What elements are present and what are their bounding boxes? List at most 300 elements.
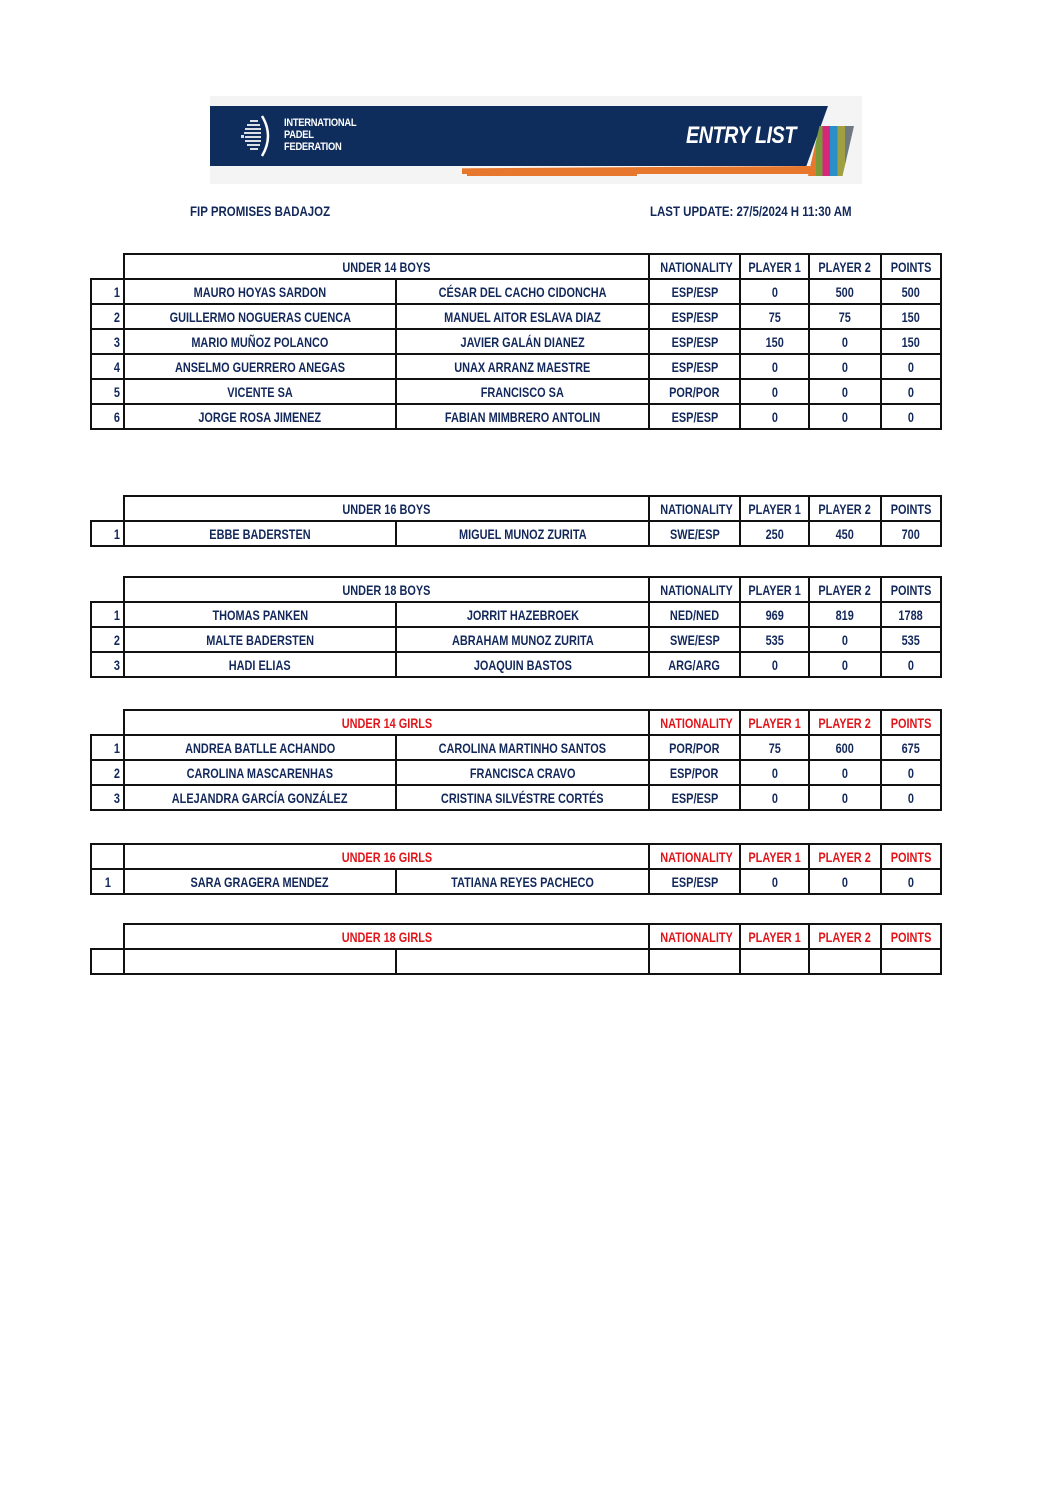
nationality-cell-text: ESP/ESP [671, 408, 718, 425]
column-header-player2-text: PLAYER 2 [818, 258, 872, 275]
column-header-player1-text: PLAYER 1 [748, 258, 801, 275]
total-points-cell [881, 404, 941, 429]
player2-points-cell-text: 600 [835, 739, 855, 756]
player2-name-cell [396, 404, 649, 429]
column-header-nationality-text: NATIONALITY [660, 714, 733, 731]
nationality-cell [649, 404, 740, 429]
nationality-cell [649, 379, 740, 404]
column-header-nationality-text: NATIONALITY [660, 581, 733, 598]
player1-name-cell [124, 521, 396, 546]
table-header-row [91, 496, 941, 521]
column-header-player2-text: PLAYER 2 [818, 581, 872, 598]
table-under-18-boys [90, 576, 942, 678]
total-points-cell-text: 500 [901, 283, 921, 300]
player1-name-cell [124, 869, 396, 894]
player2-points-cell [809, 279, 881, 304]
rank-cell [91, 304, 124, 329]
nationality-cell [649, 521, 740, 546]
column-header-player2 [809, 254, 881, 279]
rank-cell [91, 354, 124, 379]
rank-cell-text: 1 [104, 873, 111, 890]
player2-name-cell [396, 304, 649, 329]
tournament-name: FIP PROMISES BADAJOZ [190, 203, 331, 219]
table-row [91, 279, 941, 304]
player1-name-cell-text: VICENTE SA [227, 383, 293, 400]
rank-cell-text: 1 [114, 283, 121, 300]
player2-points-cell-text: 0 [841, 631, 849, 648]
nationality-cell [649, 869, 740, 894]
player2-name-cell [396, 785, 649, 810]
nationality-cell [649, 627, 740, 652]
section-title [124, 924, 649, 949]
player1-points-cell-text: 535 [765, 631, 784, 648]
section-title [124, 577, 649, 602]
rank-cell [91, 521, 124, 546]
column-header-points-text: POINTS [890, 848, 932, 865]
total-points-cell-text: 0 [907, 656, 915, 673]
table-row [91, 652, 941, 677]
player1-name-cell-text: CAROLINA MASCARENHAS [186, 764, 334, 781]
player2-name-cell-text: CRISTINA SILVÉSTRE CORTÉS [441, 789, 604, 806]
section-title-text: UNDER 18 BOYS [342, 581, 431, 598]
player2-points-cell [809, 521, 881, 546]
player2-points-cell-text: 0 [841, 358, 849, 375]
total-points-cell [881, 627, 941, 652]
player1-points-cell-text: 75 [768, 739, 781, 756]
player1-name-cell-text: ALEJANDRA GARCÍA GONZÁLEZ [172, 789, 348, 806]
section-title-text: UNDER 14 BOYS [342, 258, 431, 275]
player2-name-cell-text: FRANCISCA CRAVO [469, 764, 576, 781]
player1-points-cell-text: 969 [765, 606, 784, 623]
player1-points-cell [740, 735, 809, 760]
total-points-cell-text: 0 [907, 358, 915, 375]
column-header-nationality-text: NATIONALITY [660, 500, 733, 517]
player2-points-cell-text: 450 [835, 525, 855, 542]
column-header-points-text: POINTS [890, 928, 932, 945]
player2-name-cell-text: JAVIER GALÁN DIANEZ [460, 333, 585, 350]
player1-points-cell [740, 869, 809, 894]
column-header-points [881, 254, 941, 279]
player2-name-cell [396, 869, 649, 894]
column-header-player2 [809, 496, 881, 521]
column-header-points-text: POINTS [890, 258, 932, 275]
player1-points-cell [740, 404, 809, 429]
nationality-cell-text: SWE/ESP [669, 525, 720, 542]
player1-points-cell-text: 75 [768, 308, 781, 325]
player1-name-cell [124, 379, 396, 404]
player1-name-cell [124, 329, 396, 354]
total-points-cell-text: 700 [901, 525, 921, 542]
player2-points-cell [809, 602, 881, 627]
column-header-player1 [740, 254, 809, 279]
header-corner-cell [91, 844, 124, 869]
rank-cell-text: 5 [114, 383, 121, 400]
section-title-text: UNDER 16 BOYS [342, 500, 431, 517]
fip-ball-logo-icon [240, 114, 274, 158]
player1-name-cell [124, 279, 396, 304]
nationality-cell-text: ESP/ESP [671, 283, 718, 300]
section-title-text: UNDER 14 GIRLS [341, 714, 432, 731]
table-header-row [91, 844, 941, 869]
player2-points-cell-text: 0 [841, 873, 849, 890]
player2-points-cell-text: 819 [835, 606, 855, 623]
table-row [91, 602, 941, 627]
table-under-18-girls [90, 923, 942, 975]
rank-cell [91, 329, 124, 354]
player1-points-cell-text: 0 [771, 383, 778, 400]
table-under-16-boys [90, 495, 942, 547]
player1-points-cell-text: 0 [771, 789, 778, 806]
nationality-cell-text: ESP/ESP [671, 333, 718, 350]
header-corner-cell [91, 496, 124, 521]
player1-points-cell-text: 0 [771, 408, 778, 425]
table-under-14-girls [90, 709, 942, 811]
player1-name-cell [124, 602, 396, 627]
header-corner-cell [91, 254, 124, 279]
rank-cell [91, 760, 124, 785]
total-points-cell-text: 1788 [898, 606, 924, 623]
player2-points-cell-text: 500 [835, 283, 855, 300]
rank-cell-text: 4 [114, 358, 121, 375]
rank-cell [91, 785, 124, 810]
total-points-cell [881, 652, 941, 677]
nationality-cell [649, 760, 740, 785]
nationality-cell [649, 652, 740, 677]
rank-cell [91, 602, 124, 627]
nationality-cell-text: NED/NED [669, 606, 720, 623]
total-points-cell-text: 150 [901, 308, 921, 325]
player1-name-cell-text: MAURO HOYAS SARDON [193, 283, 327, 300]
table-row [91, 404, 941, 429]
rank-cell-text: 3 [114, 656, 121, 673]
player1-name-cell-text: MARIO MUÑOZ POLANCO [191, 333, 329, 350]
total-points-cell-text: 0 [907, 408, 915, 425]
player2-points-cell [809, 354, 881, 379]
logo-line-padel: PADEL [284, 129, 314, 141]
player1-name-cell-text: EBBE BADERSTEN [209, 525, 311, 542]
nationality-cell-text: ESP/ESP [671, 308, 718, 325]
player1-points-cell [740, 785, 809, 810]
player2-name-cell [396, 379, 649, 404]
table-row [91, 760, 941, 785]
player2-name-cell [396, 521, 649, 546]
player2-points-cell-text: 0 [841, 383, 849, 400]
player1-name-cell [124, 949, 396, 974]
logo-line-international: INTERNATIONAL [284, 117, 357, 129]
column-header-player1 [740, 924, 809, 949]
nationality-cell [649, 304, 740, 329]
player2-name-cell [396, 602, 649, 627]
player1-name-cell-text: ANDREA BATLLE ACHANDO [184, 739, 336, 756]
player2-name-cell-text: UNAX ARRANZ MAESTRE [454, 358, 591, 375]
total-points-cell [881, 521, 941, 546]
column-header-player1 [740, 577, 809, 602]
column-header-points-text: POINTS [890, 714, 932, 731]
column-header-nationality [649, 844, 740, 869]
section-title [124, 254, 649, 279]
section-title [124, 496, 649, 521]
total-points-cell [881, 735, 941, 760]
player2-points-cell [809, 329, 881, 354]
player2-name-cell-text: JORRIT HAZEBROEK [466, 606, 579, 623]
total-points-cell [881, 304, 941, 329]
column-header-nationality [649, 924, 740, 949]
total-points-cell [881, 354, 941, 379]
player1-points-cell [740, 304, 809, 329]
header-corner-cell [91, 710, 124, 735]
player2-name-cell-text: CÉSAR DEL CACHO CIDONCHA [438, 283, 607, 300]
player1-name-cell-text: ANSELMO GUERRERO ANEGAS [174, 358, 346, 375]
section-title [124, 710, 649, 735]
nationality-cell [649, 602, 740, 627]
player2-points-cell-text: 75 [838, 308, 852, 325]
entry-list-banner [210, 96, 862, 184]
player1-points-cell [740, 627, 809, 652]
nationality-cell-text: ESP/ESP [671, 789, 718, 806]
player2-name-cell-text: JOAQUIN BASTOS [473, 656, 572, 673]
nationality-cell [649, 279, 740, 304]
player1-points-cell [740, 279, 809, 304]
nationality-cell-text: ARG/ARG [668, 656, 721, 673]
column-header-points-text: POINTS [890, 581, 932, 598]
player1-points-cell-text: 0 [771, 283, 778, 300]
player2-points-cell-text: 0 [841, 789, 849, 806]
nationality-cell [649, 949, 740, 974]
rank-cell [91, 379, 124, 404]
column-header-player2 [809, 924, 881, 949]
player2-name-cell [396, 627, 649, 652]
column-header-points [881, 496, 941, 521]
player1-points-cell [740, 949, 809, 974]
column-header-player2 [809, 710, 881, 735]
total-points-cell [881, 279, 941, 304]
column-header-nationality [649, 254, 740, 279]
player2-name-cell-text: CAROLINA MARTINHO SANTOS [438, 739, 607, 756]
column-header-nationality [649, 496, 740, 521]
total-points-cell-text: 0 [907, 873, 915, 890]
player1-name-cell [124, 760, 396, 785]
table-header-row [91, 710, 941, 735]
nationality-cell-text: SWE/ESP [669, 631, 720, 648]
player2-name-cell-text: TATIANA REYES PACHECO [451, 873, 594, 890]
total-points-cell-text: 0 [907, 383, 915, 400]
column-header-player2-text: PLAYER 2 [818, 928, 872, 945]
rank-cell [91, 869, 124, 894]
total-points-cell-text: 0 [907, 789, 915, 806]
player1-points-cell-text: 250 [765, 525, 784, 542]
player1-name-cell-text: GUILLERMO NOGUERAS CUENCA [169, 308, 351, 325]
banner-title: ENTRY LIST [686, 122, 796, 149]
rank-cell [91, 279, 124, 304]
total-points-cell-text: 675 [901, 739, 921, 756]
player1-name-cell-text: SARA GRAGERA MENDEZ [190, 873, 330, 890]
player1-name-cell-text: THOMAS PANKEN [212, 606, 308, 623]
rank-cell [91, 652, 124, 677]
rank-cell [91, 949, 124, 974]
player1-points-cell [740, 354, 809, 379]
column-header-points [881, 710, 941, 735]
player2-points-cell-text: 0 [841, 656, 849, 673]
rank-cell-text: 2 [114, 308, 121, 325]
rank-cell [91, 404, 124, 429]
column-header-player1-text: PLAYER 1 [748, 928, 801, 945]
player2-points-cell [809, 735, 881, 760]
column-header-player1-text: PLAYER 1 [748, 848, 801, 865]
table-row [91, 785, 941, 810]
player1-points-cell [740, 652, 809, 677]
nationality-cell [649, 329, 740, 354]
player1-points-cell [740, 329, 809, 354]
player1-name-cell-text: MALTE BADERSTEN [206, 631, 314, 648]
player1-name-cell [124, 354, 396, 379]
player2-points-cell [809, 785, 881, 810]
table-under-14-boys [90, 253, 942, 430]
player1-points-cell [740, 602, 809, 627]
player1-name-cell [124, 627, 396, 652]
player2-points-cell [809, 304, 881, 329]
rank-cell-text: 1 [114, 606, 121, 623]
table-header-row [91, 577, 941, 602]
column-header-player2-text: PLAYER 2 [818, 500, 872, 517]
table-row [91, 627, 941, 652]
rank-cell-text: 3 [114, 333, 121, 350]
player1-name-cell-text: JORGE ROSA JIMENEZ [198, 408, 322, 425]
table-header-row [91, 254, 941, 279]
table-row [91, 354, 941, 379]
header-corner-cell [91, 924, 124, 949]
player2-name-cell [396, 329, 649, 354]
player2-name-cell-text: ABRAHAM MUNOZ ZURITA [451, 631, 594, 648]
section-title [124, 844, 649, 869]
table-row [91, 329, 941, 354]
column-header-player2-text: PLAYER 2 [818, 848, 872, 865]
table-under-16-girls [90, 843, 942, 895]
player1-points-cell [740, 760, 809, 785]
player2-points-cell [809, 652, 881, 677]
column-header-points [881, 577, 941, 602]
nationality-cell-text: POR/POR [669, 383, 720, 400]
player2-points-cell [809, 627, 881, 652]
column-header-player1-text: PLAYER 1 [748, 714, 801, 731]
column-header-points [881, 924, 941, 949]
nationality-cell-text: ESP/ESP [671, 358, 718, 375]
column-header-points [881, 844, 941, 869]
logo-line-federation: FEDERATION [284, 141, 342, 153]
last-update: LAST UPDATE: 27/5/2024 H 11:30 AM [650, 203, 852, 219]
nationality-cell-text: ESP/ESP [671, 873, 718, 890]
rank-cell-text: 2 [114, 631, 121, 648]
player1-points-cell-text: 0 [771, 873, 778, 890]
player1-name-cell [124, 785, 396, 810]
column-header-player1-text: PLAYER 1 [748, 500, 801, 517]
total-points-cell [881, 949, 941, 974]
total-points-cell-text: 535 [901, 631, 921, 648]
table-header-row [91, 924, 941, 949]
player2-name-cell-text: FRANCISCO SA [480, 383, 565, 400]
rank-cell-text: 3 [114, 789, 121, 806]
rank-cell-text: 1 [114, 525, 121, 542]
player1-points-cell-text: 0 [771, 656, 778, 673]
player2-name-cell-text: FABIAN MIMBRERO ANTOLIN [444, 408, 601, 425]
player1-name-cell-text: HADI ELIAS [229, 656, 291, 673]
table-row [91, 869, 941, 894]
column-header-player1 [740, 710, 809, 735]
column-header-player2 [809, 844, 881, 869]
table-row [91, 521, 941, 546]
total-points-cell [881, 379, 941, 404]
player1-name-cell [124, 652, 396, 677]
column-header-nationality-text: NATIONALITY [660, 258, 733, 275]
column-header-player1-text: PLAYER 1 [748, 581, 801, 598]
player1-points-cell [740, 521, 809, 546]
column-header-nationality-text: NATIONALITY [660, 848, 733, 865]
player2-name-cell [396, 279, 649, 304]
player2-points-cell [809, 869, 881, 894]
rank-cell [91, 627, 124, 652]
player2-points-cell-text: 0 [841, 764, 849, 781]
player2-name-cell [396, 760, 649, 785]
nationality-cell-text: ESP/POR [670, 764, 719, 781]
player2-name-cell-text: MIGUEL MUNOZ ZURITA [458, 525, 587, 542]
player1-points-cell-text: 0 [771, 764, 778, 781]
banner-orange-band [210, 166, 810, 174]
total-points-cell-text: 0 [907, 764, 915, 781]
nationality-cell [649, 785, 740, 810]
player2-points-cell-text: 0 [841, 408, 849, 425]
table-row [91, 949, 941, 974]
nationality-cell [649, 735, 740, 760]
rank-cell-text: 1 [114, 739, 121, 756]
player2-points-cell [809, 949, 881, 974]
table-row [91, 735, 941, 760]
rank-cell-text: 2 [114, 764, 121, 781]
column-header-player1 [740, 496, 809, 521]
player1-name-cell [124, 735, 396, 760]
section-title-text: UNDER 16 GIRLS [341, 848, 432, 865]
total-points-cell [881, 869, 941, 894]
column-header-nationality [649, 577, 740, 602]
player2-points-cell [809, 760, 881, 785]
player1-points-cell-text: 0 [771, 358, 778, 375]
nationality-cell-text: POR/POR [669, 739, 720, 756]
player1-points-cell [740, 379, 809, 404]
table-row [91, 379, 941, 404]
player2-points-cell [809, 379, 881, 404]
player2-name-cell [396, 354, 649, 379]
rank-cell-text: 6 [114, 408, 121, 425]
player1-name-cell [124, 304, 396, 329]
rank-cell [91, 735, 124, 760]
column-header-points-text: POINTS [890, 500, 932, 517]
table-row [91, 304, 941, 329]
column-header-player1 [740, 844, 809, 869]
total-points-cell-text: 150 [901, 333, 921, 350]
section-title-text: UNDER 18 GIRLS [341, 928, 432, 945]
player2-points-cell-text: 0 [841, 333, 849, 350]
total-points-cell [881, 760, 941, 785]
total-points-cell [881, 602, 941, 627]
banner-orange-line [467, 174, 637, 176]
column-header-player2 [809, 577, 881, 602]
column-header-player2-text: PLAYER 2 [818, 714, 872, 731]
player2-name-cell-text: MANUEL AITOR ESLAVA DIAZ [444, 308, 601, 325]
player2-name-cell [396, 652, 649, 677]
player1-name-cell [124, 404, 396, 429]
player2-name-cell [396, 949, 649, 974]
column-header-nationality-text: NATIONALITY [660, 928, 733, 945]
header-corner-cell [91, 577, 124, 602]
player2-points-cell [809, 404, 881, 429]
